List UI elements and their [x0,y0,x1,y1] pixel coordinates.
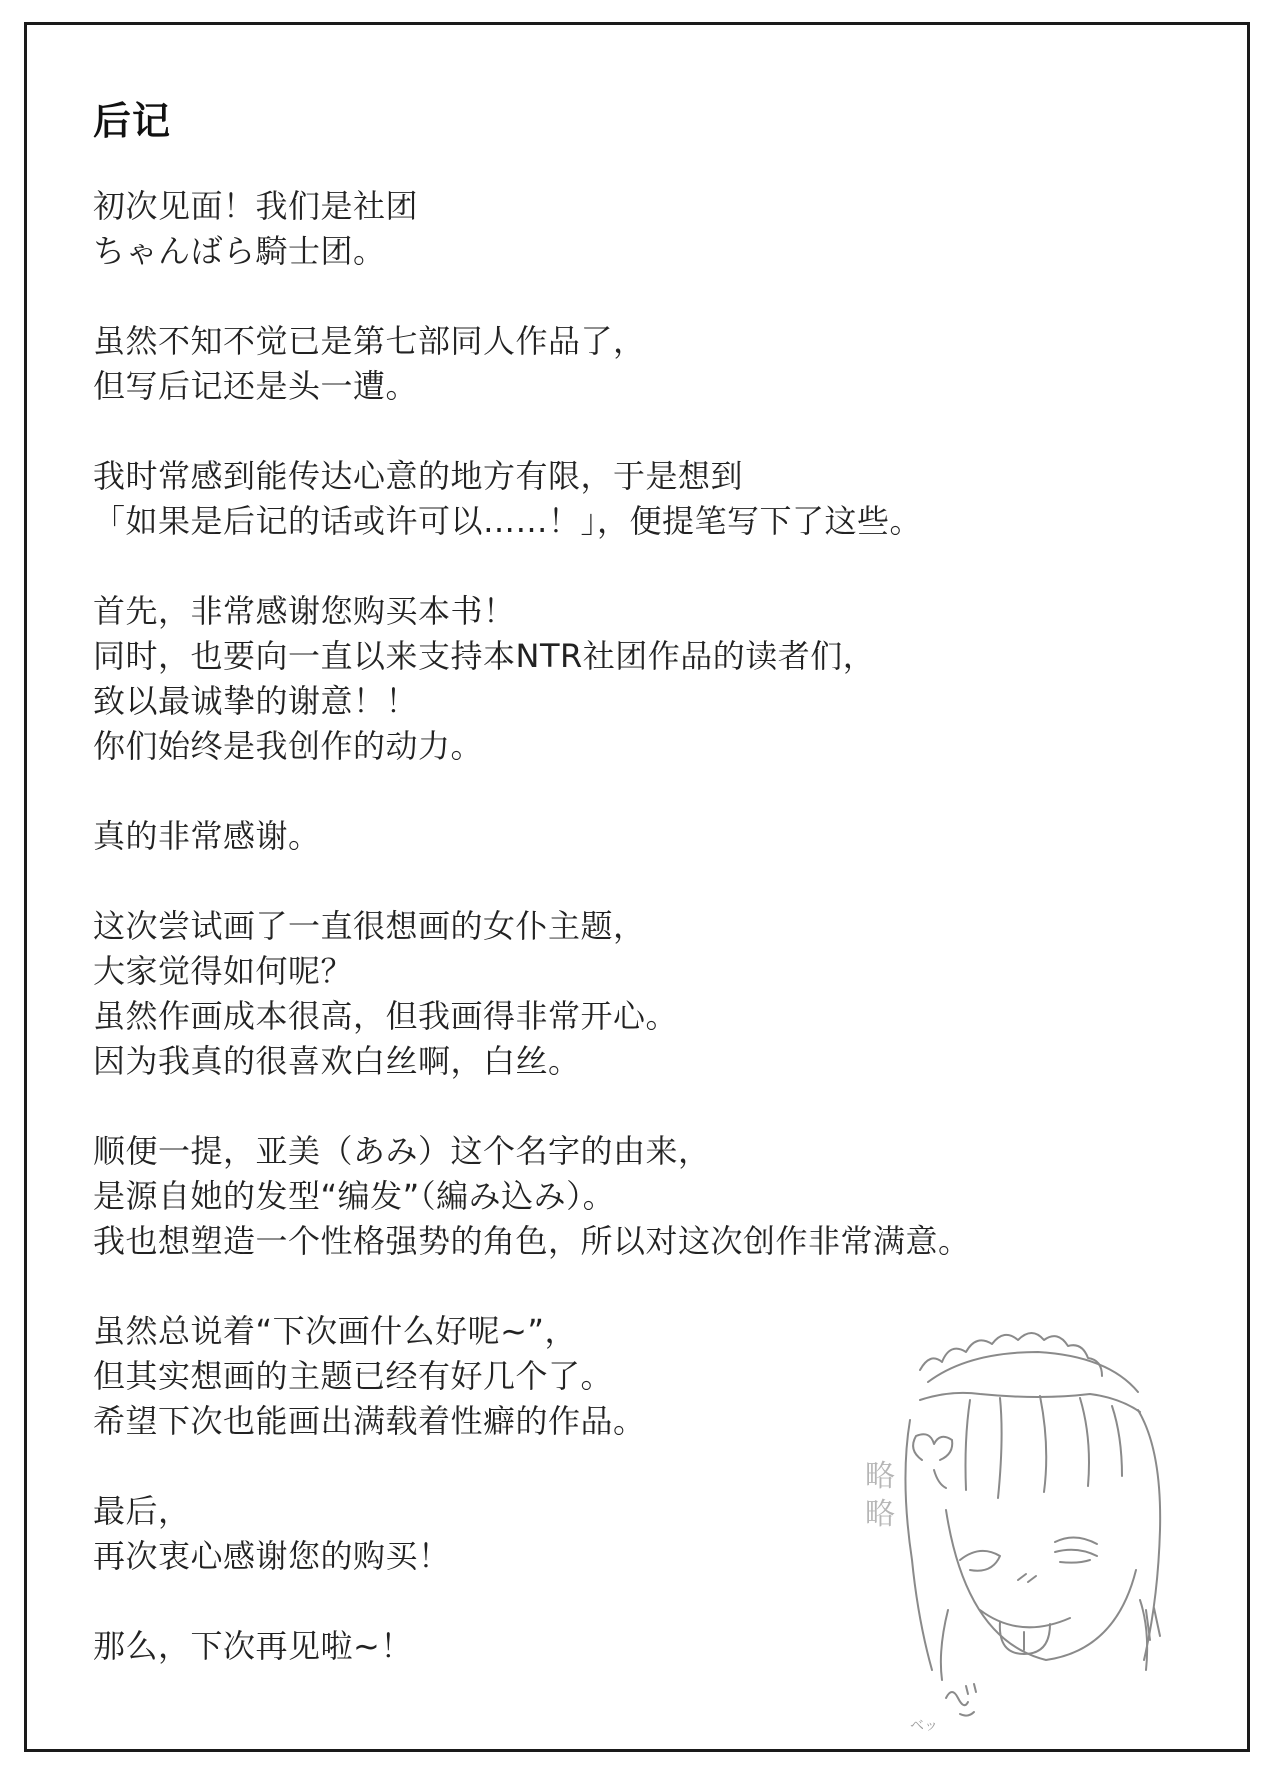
paragraph [93,1129,1193,1264]
text-line: 这次尝试画了一直很想画的女仆主题， [93,907,646,945]
text-line: 但写后记还是头一遭。 [93,367,419,405]
text-line: 再次衷心感谢您的购买！ [93,1537,451,1575]
paragraph [93,589,1193,769]
paragraph [93,184,1193,274]
text-line: 最后， [93,1492,191,1530]
text-line: 真的非常感谢。 [93,817,321,855]
stamp-char: 略 [865,1459,895,1494]
text-line: 首先，非常感谢您购买本书！ [93,592,516,630]
paragraph [93,814,1193,859]
paragraph [93,904,1193,1084]
text-line: 「如果是后记的话或许可以……！」，便提笔写下了这些。 [93,502,923,540]
text-line: 我时常感到能传达心意的地方有限，于是想到 [93,457,744,495]
text-line: 那么，下次再见啦~！ [93,1627,413,1665]
text-line: 致以最诚挚的谢意！！ [93,682,419,720]
text-line: 你们始终是我创作的动力。 [93,727,484,765]
page-title: 后记 [93,99,172,143]
text-line: 顺便一提，亚美（あみ）这个名字的由来， [93,1132,711,1170]
text-line: 虽然总说着“下次画什么好呢~”， [93,1312,577,1350]
text-line: 同时，也要向一直以来支持本NTR社团作品的读者们， [93,637,876,675]
text-line: 虽然作画成本很高，但我画得非常开心。 [93,997,679,1035]
paragraph [93,454,1193,544]
text-line: ちゃんばら騎士团。 [93,232,386,270]
text-line: 是源自她的发型“编发”（編み込み）。 [93,1177,616,1215]
text-line: 大家觉得如何呢？ [93,952,354,990]
text-line: 希望下次也能画出满载着性癖的作品。 [93,1402,646,1440]
sfx-text: ベッ [910,1718,938,1734]
text-line: 虽然不知不觉已是第七部同人作品了， [93,322,646,360]
text-line: 初次见面！我们是社团 [93,187,419,225]
paragraph [93,319,1193,409]
text-line: 但其实想画的主题已经有好几个了。 [93,1357,614,1395]
text-line: 我也想塑造一个性格强势的角色，所以对这次创作非常满意。 [93,1222,971,1260]
stamp-char: 略 [865,1497,895,1532]
maid-sketch-icon [850,1310,1220,1750]
text-line: 因为我真的很喜欢白丝啊，白丝。 [93,1042,581,1080]
